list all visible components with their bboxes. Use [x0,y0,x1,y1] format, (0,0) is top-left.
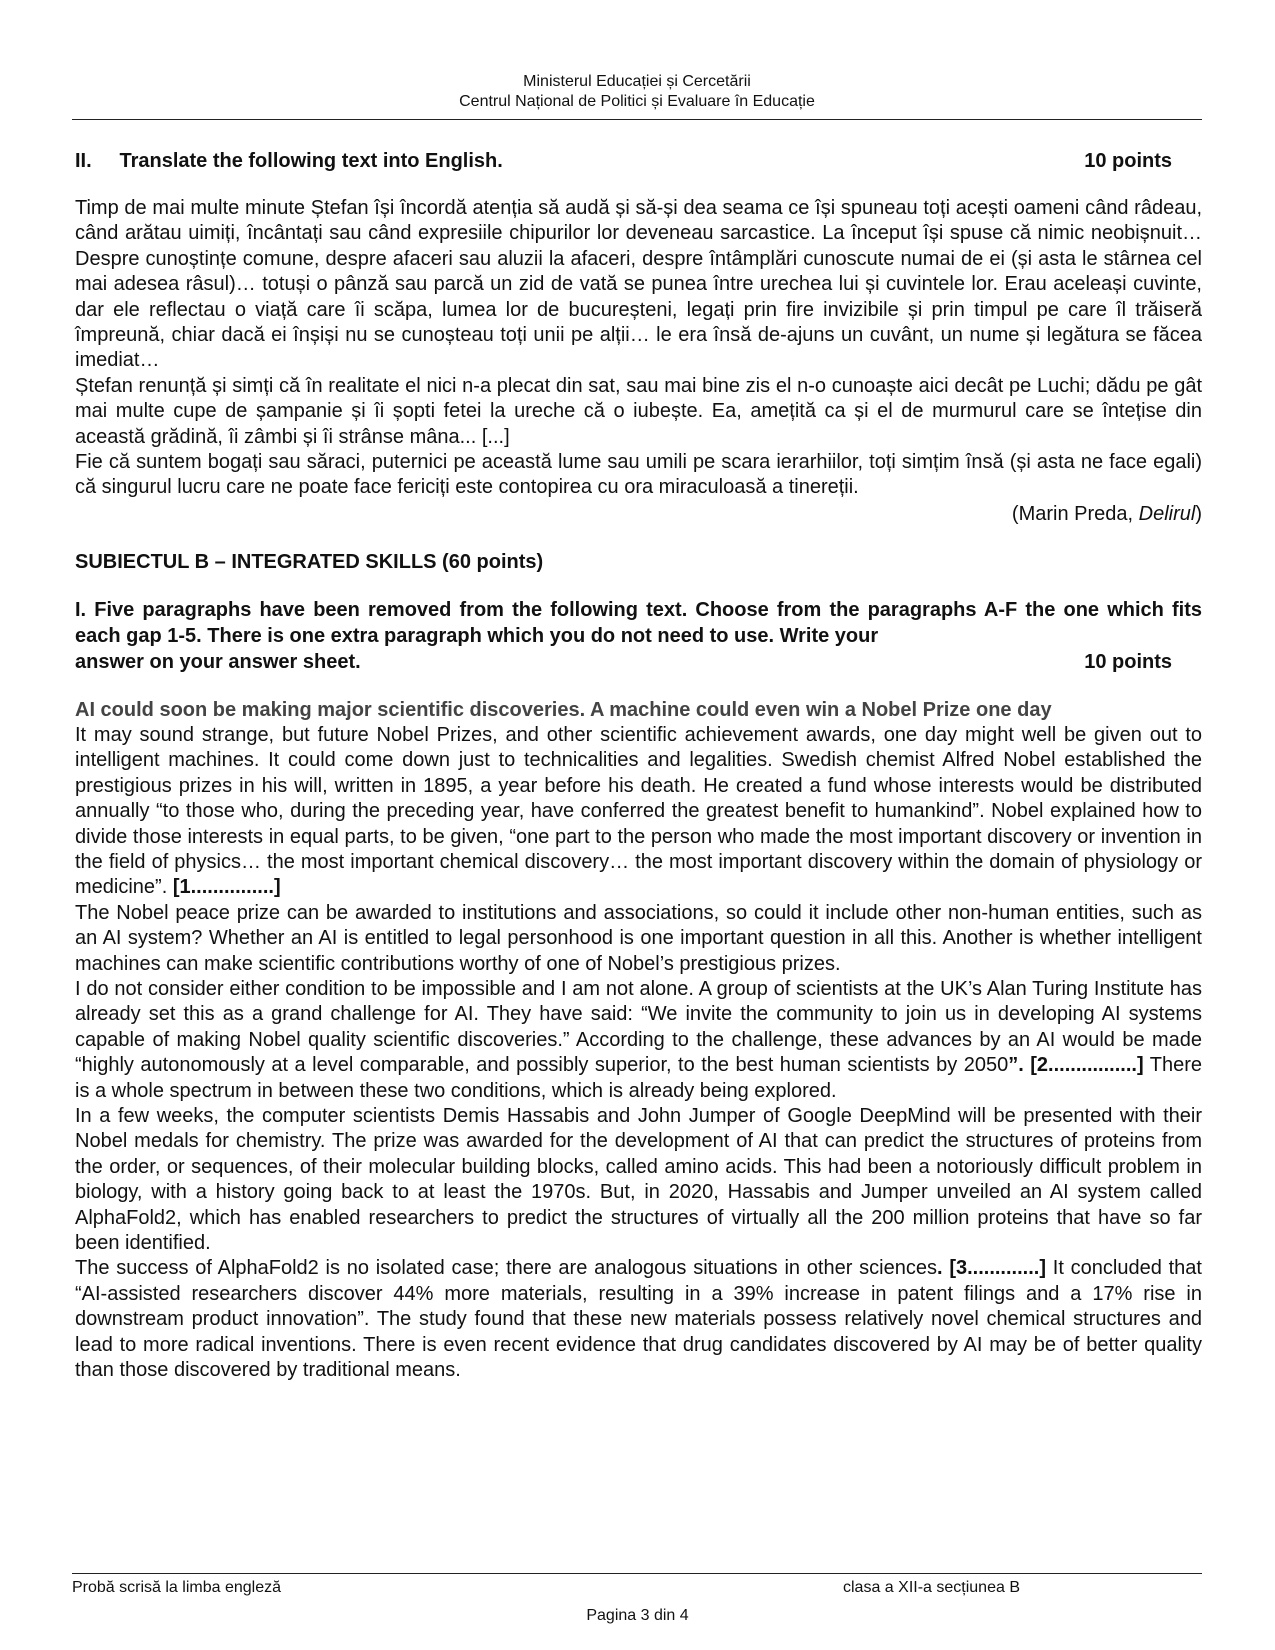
article-paragraph-3-text-b: There is a whole spectrum in between these two conditions, which is already being explored. [75,1054,1202,1102]
center-name: Centrul Național de Politici și Evaluare în Educație [459,93,815,110]
header-divider [72,119,1202,120]
article-title: AI could soon be making major scientific discoveries. A machine could even win a Nobel Prize one day [75,698,1052,721]
article-paragraph-5-text-a: The success of AlphaFold2 is no isolated case; there are analogous situations in other sciences [75,1257,937,1280]
citation-end: ) [1195,502,1202,525]
article-paragraph-1-text: It may sound strange, but future Nobel Prizes, and other scientific achievement awards, one day might well be given out to intelligent machines. It could come down just to technicalities and legalities. Swedish chemist Alfred Nobel established the prestigious prizes in his will, written in 1895, a year before his death. He created a fund whose interests would be distributed annually “to those who, during the preceding year, have conferred the greatest benefit to humankind”. Nobel explained how to divide those interests in equal parts, to be given, “one part to the person who made the most important discovery or invention in the field of physics… the most important chemical discovery… the most important discovery within the domain of physiology or medicine”. [75,723,1202,899]
translation-paragraph-3: Fie că suntem bogați sau săraci, puternici pe această lume sau umili pe scara ierarhiilor, toți simțim însă (și asta ne face egali) că singurul lucru care ne poate face fericiți este contopirea cu ora miraculoasă a tinereții. [75,451,1202,499]
gap-3: [3.............] [949,1257,1046,1280]
page-header [72,72,1202,112]
ministry-name: Ministerul Educației și Cercetării [523,73,751,90]
task-points: 10 points [1084,650,1172,673]
section-title: II. Translate the following text into English. [75,150,503,172]
footer-divider [72,1573,1202,1574]
gap-1: [1...............] [172,876,281,899]
translation-paragraph-2: Ștefan renunță și simți că în realitate el nici n-a plecat din sat, sau mai bine zis el n-o cunoaște aici decât pe Luchi; dădu pe gât mai multe cupe de șampanie și îi șopti fetei la ureche că o iubește. Ea, amețită ca și el de murmurul care se întețise din această grădină, îi zâmbi și îi strânse mâna... [...] [75,374,1202,448]
subject-b-title: SUBIECTUL B – INTEGRATED SKILLS (60 points) [75,550,544,573]
citation [75,501,1202,527]
task-instructions: I. Five paragraphs have been removed from the following text. Choose from the paragraphs A-F the one which fits each gap 1-5. There is one extra paragraph which you do not need to use. Write your [75,598,1202,647]
section-points: 10 points [1084,150,1172,172]
page-number: Pagina 3 din 4 [586,1607,689,1624]
article-paragraph-3 [75,977,1202,1104]
article-paragraph-3-text-a: I do not consider either condition to be impossible and I am not alone. A group of scientists at the UK’s Alan Turing Institute has already set this as a grand challenge for AI. They have said: “We invite the community to join us in developing AI systems capable of making Nobel quality scientific discoveries.” According to the challenge, these advances by an AI would be made “highly autonomously at a level comparable, and possibly superior, to the best human scientists by 2050 [75,977,1202,1077]
article-paragraph-5 [75,1256,1202,1383]
footer-exam-name: Probă scrisă la limba engleză [72,1579,281,1596]
citation-title: Delirul [1138,502,1196,525]
task-instructions-tail: answer on your answer sheet. [75,650,361,673]
sentence-dot: . [936,1257,943,1280]
task-instructions-end [75,649,1202,675]
footer-class-section: clasa a XII-a secțiunea B [843,1579,1020,1596]
section-heading [75,148,1202,174]
translation-paragraph-1: Timp de mai multe minute Ștefan își încordă atenția să audă și să-și dea seama ce își spuneau toți acești oameni când râdeau, când arătau uimiți, încântați sau când expresiile chipurilor lor deveneau sarcastice. La început își spuse că nimic neobișnuit… Despre cunoștințe comune, despre afaceri sau aluzii la afaceri, despre întâmplări cunoscute numai de ei (și asta le stârnea cel mai adesea râsul)… totuși o pânză sau parcă un zid de vată se punea între urechea lui și cuvintele lor. Erau aceleași cuvinte, dar ele reflectau o viață care îi scăpa, lumea lor de bucureșteni, legați prin fire invizibile și prin timpul pe care îl trăiseră împreună, chiar dacă ei înșiși nu se cunoșteau toți unii pe alții… le era însă de-ajuns un cuvânt, un nume și legătura se făcea imediat… [75,197,1202,372]
gap-2: [2................] [1030,1054,1144,1077]
citation-author: (Marin Preda, [1011,502,1139,525]
article-paragraph-5-text-b: It concluded that “AI-assisted researchers discover 44% more materials, resulting in a 39% increase in patent filings and a 17% rise in downstream product innovation”. The study found that these new materials possess relatively novel chemical structures and lead to more radical inventions. There is even recent evidence that drug candidates discovered by AI may be of better quality than those discovered by traditional means. [75,1257,1202,1382]
article-paragraph-1 [75,723,1202,901]
page-content [75,148,1202,1383]
quote-end: ”. [1008,1054,1024,1077]
article-paragraph-2: The Nobel peace prize can be awarded to institutions and associations, so could it include other non-human entities, such as an AI system? Whether an AI is entitled to legal personhood is one important question in all this. Another is whether intelligent machines can make scientific contributions worthy of one of Nobel’s prestigious prizes. [75,901,1202,975]
article-paragraph-4: In a few weeks, the computer scientists Demis Hassabis and John Jumper of Google DeepMind will be presented with their Nobel medals for chemistry. The prize was awarded for the development of AI that can predict the structures of proteins from the order, or sequences, of their molecular building blocks, called amino acids. This had been a notoriously difficult problem in biology, with a history going back to at least the 1970s. But, in 2020, Hassabis and Jumper unveiled an AI system called AlphaFold2, which has enabled researchers to predict the structures of virtually all the 200 million proteins that have so far been identified. [75,1104,1202,1254]
